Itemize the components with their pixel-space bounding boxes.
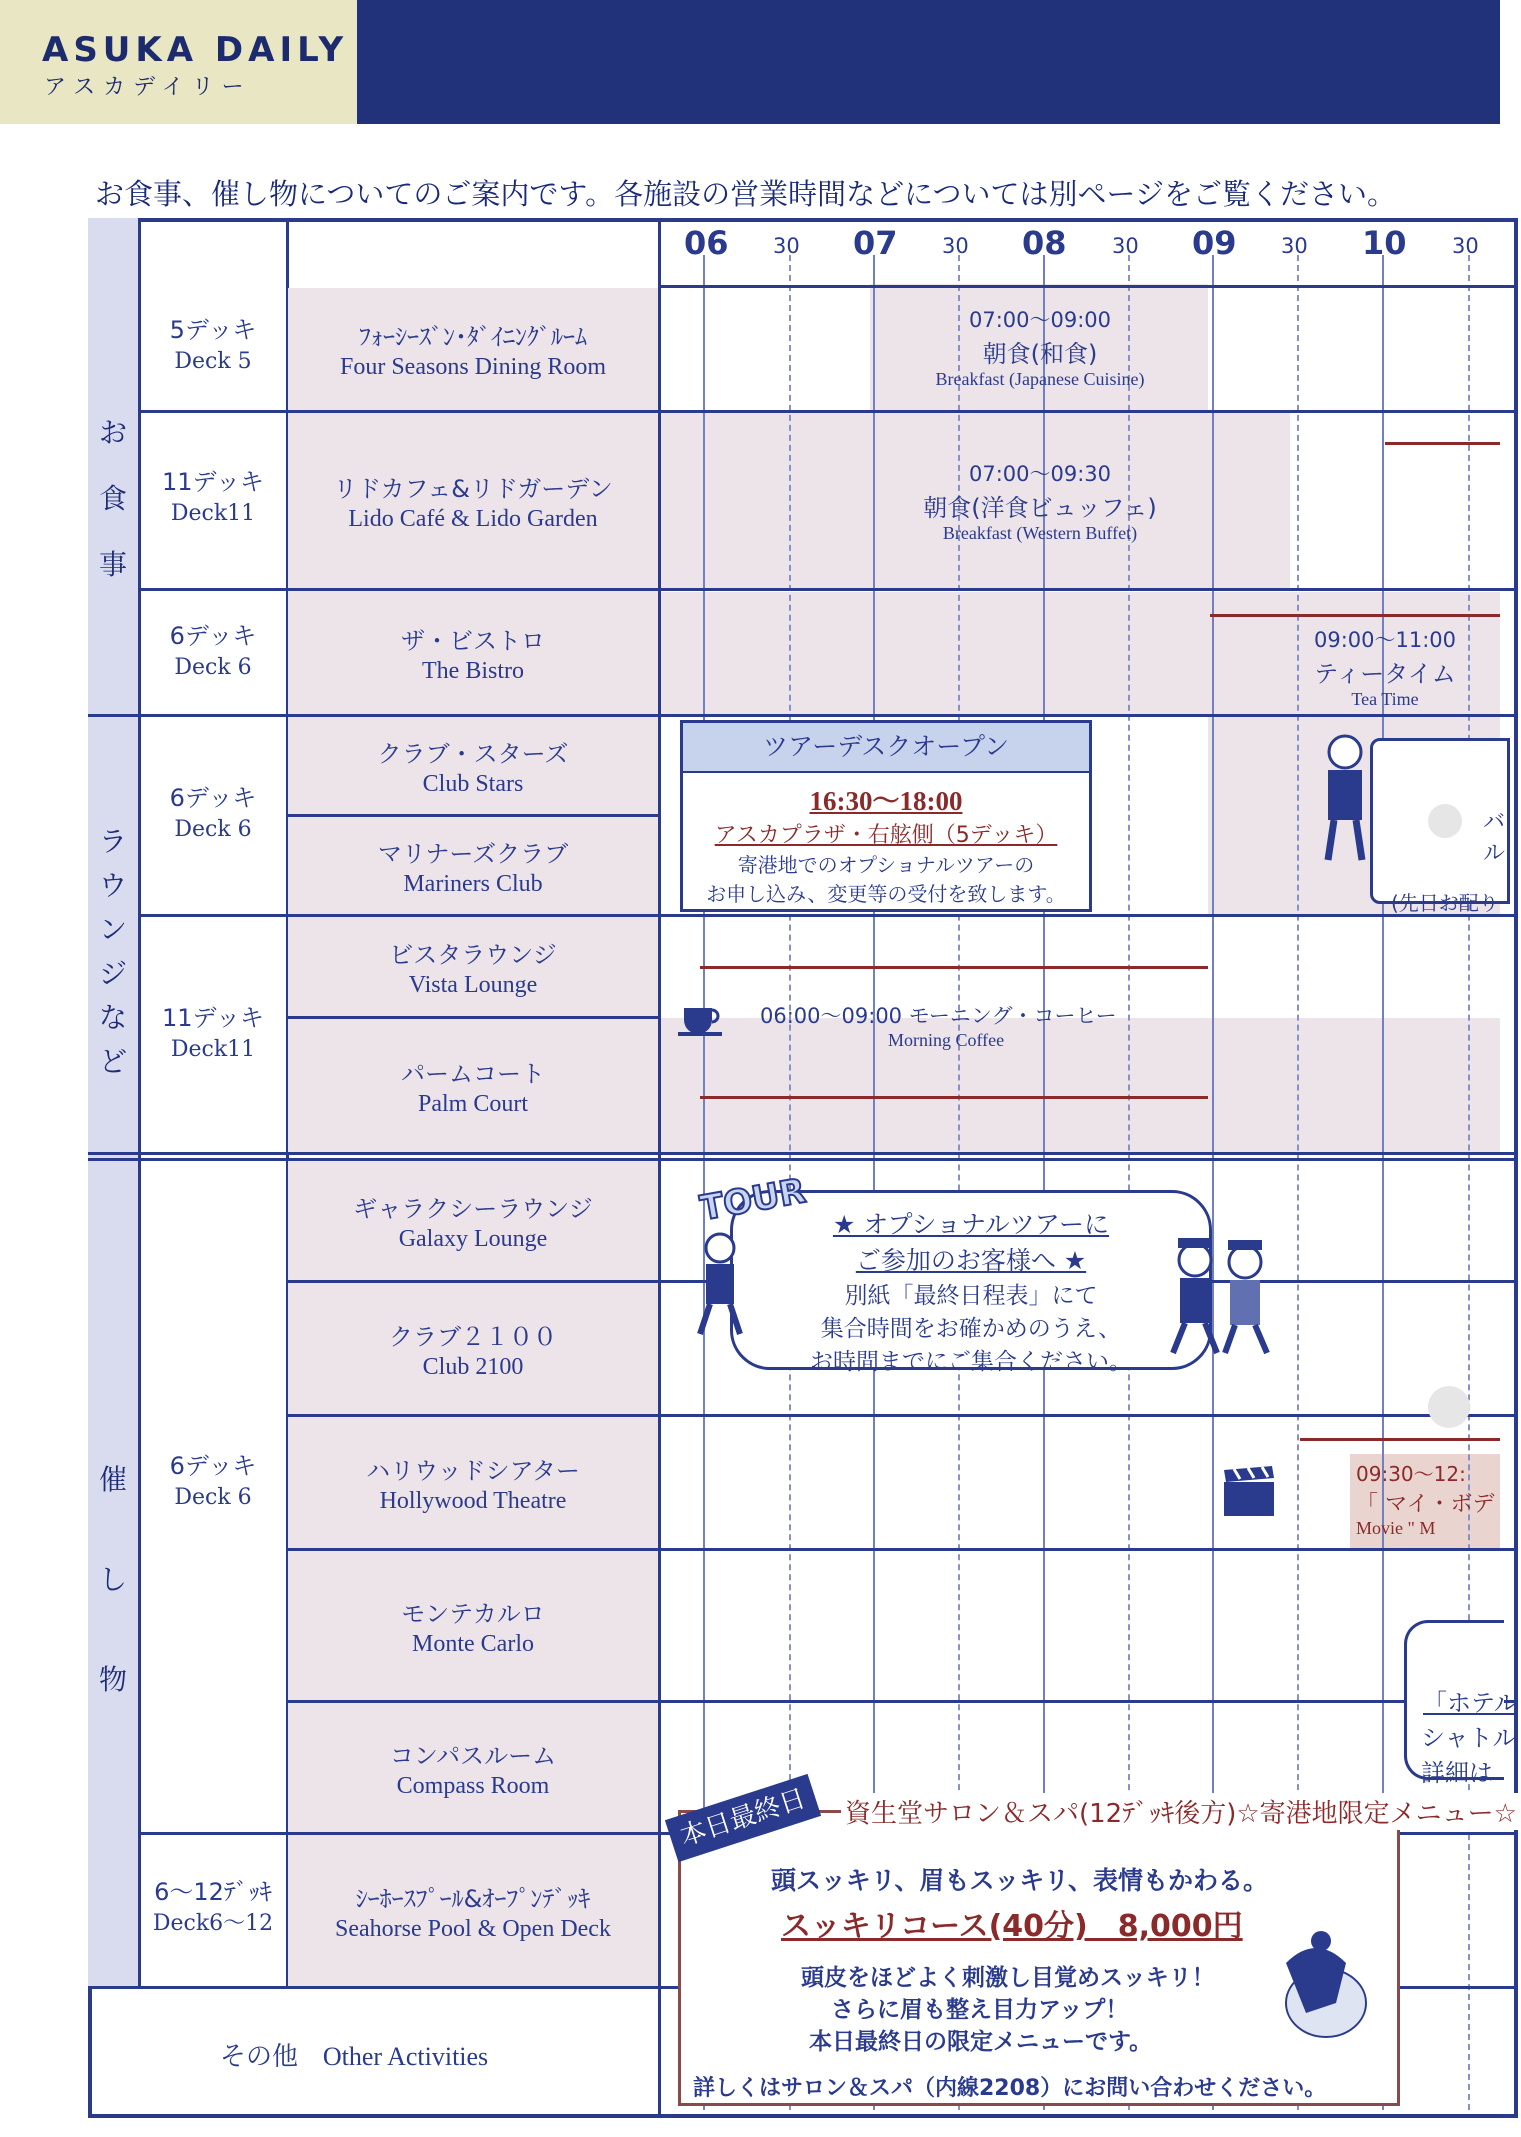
brand-subtitle: アスカデイリー bbox=[44, 75, 252, 100]
clapperboard-icon bbox=[1220, 1464, 1278, 1518]
venue-lido: リドカフェ&リドガーデン Lido Café & Lido Garden bbox=[288, 413, 658, 588]
hour-06: 06 bbox=[684, 224, 729, 262]
hour-10: 10 bbox=[1362, 224, 1407, 262]
deck-11-dining: 11デッキ Deck11 bbox=[161, 468, 265, 526]
spa-desc-1: 頭皮をほどよく刺激し目覚めスッキリ！ bbox=[801, 1965, 1215, 1991]
tour-travelers-figure-icon bbox=[1150, 1230, 1290, 1360]
venue-seahorse: ｼｰﾎｰｽﾌﾟｰﾙ&ｵｰﾌﾟﾝﾃﾞｯｷ Seahorse Pool & Open Deck bbox=[288, 1835, 658, 1986]
partial-prev: (先日お配り bbox=[1391, 891, 1499, 915]
optional-line3: 別紙「最終日程表」にて bbox=[844, 1283, 1098, 1309]
optional-line5: お時間までにご集合ください。 bbox=[810, 1349, 1132, 1375]
deck-6-events: 6デッキ Deck 6 bbox=[169, 1452, 257, 1510]
category-events: 催 し 物 bbox=[98, 1463, 127, 1696]
venue-galaxy: ギャラクシーラウンジ Galaxy Lounge bbox=[288, 1161, 658, 1280]
hour-09: 09 bbox=[1192, 224, 1237, 262]
deck-5: 5デッキ Deck 5 bbox=[169, 316, 257, 374]
other-activities: その他 Other Activities bbox=[220, 2042, 489, 2072]
arrow-bistro bbox=[1210, 614, 1500, 617]
tour-logo: TOUR bbox=[697, 1171, 809, 1229]
intro-text: お食事、催し物についてのご案内です。各施設の営業時間などについては別ページをご覧ください。 bbox=[95, 177, 1396, 211]
header-bar bbox=[357, 0, 1500, 124]
deck-6-12: 6～12ﾃﾞｯｷ Deck6～12 bbox=[152, 1878, 274, 1936]
horse-rider-figure-icon bbox=[1266, 1923, 1376, 2043]
optional-line4: 集合時間をお確かめのうえ、 bbox=[820, 1316, 1122, 1342]
venue-monte-carlo: モンテカルロ Monte Carlo bbox=[288, 1551, 658, 1700]
row-line-7 bbox=[88, 1152, 1518, 1155]
tour-desk-line1: 寄港地でのオプショナルツアーの bbox=[737, 853, 1035, 877]
tour-desk-time: 16:30～18:00 bbox=[809, 786, 963, 816]
event-movie: 09:30～12: 「 マイ・ボデ Movie " M bbox=[1356, 1462, 1495, 1538]
coffee-label-en: Morning Coffee bbox=[888, 1030, 1005, 1050]
tour-desk-place: アスカプラザ・右舷側（5デッキ） bbox=[714, 823, 1058, 848]
venue-compass: コンパスルーム Compass Room bbox=[288, 1703, 658, 1832]
half-1030: 30 bbox=[1452, 234, 1479, 258]
venue-hollywood: ハリウッドシアター Hollywood Theatre bbox=[288, 1417, 658, 1548]
half-0730: 30 bbox=[942, 234, 969, 258]
optional-tour-notice bbox=[730, 1190, 1212, 1375]
spa-badge: 本日最終日 bbox=[665, 1774, 821, 1862]
hour-08: 08 bbox=[1022, 224, 1067, 262]
brand-title: ASUKA DAILY bbox=[42, 30, 349, 70]
venue-club-2100: クラブ２１００ Club 2100 bbox=[288, 1283, 658, 1414]
coffee-label: 06:00～09:00 モーニング・コーヒー bbox=[760, 1004, 1117, 1028]
time-header-line bbox=[658, 285, 1518, 288]
arrow-lido bbox=[1385, 442, 1500, 445]
venue-club-stars: クラブ・スターズ Club Stars bbox=[288, 717, 658, 814]
spa-desc-2: さらに眉も整え目力アップ！ bbox=[831, 1997, 1129, 2023]
spa-desc-3: 本日最終日の限定メニューです。 bbox=[809, 2029, 1153, 2055]
category-lounge: ラ ウ ン ジ な ど bbox=[98, 825, 127, 1078]
punch-hole bbox=[1428, 1386, 1470, 1428]
tour-desk-title: ツアーデスクオープン bbox=[683, 723, 1089, 773]
arrow-coffee-vista bbox=[700, 966, 1208, 969]
deck-6-lounge: 6デッキ Deck 6 bbox=[169, 784, 257, 842]
hour-07: 07 bbox=[853, 224, 898, 262]
venue-mariners: マリナーズクラブ Mariners Club bbox=[288, 817, 658, 914]
coffee-cup-icon bbox=[676, 1000, 726, 1034]
deck-6-bistro: 6デッキ Deck 6 bbox=[169, 622, 257, 680]
venue-bistro: ザ・ビストロ The Bistro bbox=[288, 591, 658, 714]
partial-detail: 詳細は bbox=[1421, 1759, 1493, 1787]
spa-title: 資生堂サロン＆スパ(12ﾃﾞｯｷ後方)☆寄港地限定メニュー☆ bbox=[841, 1793, 1521, 1830]
venue-palm-court: パームコート Palm Court bbox=[288, 1019, 658, 1152]
spa-notice bbox=[678, 1799, 1517, 2106]
deck-11-lounge: 11デッキ Deck11 bbox=[161, 1004, 265, 1062]
optional-line1: ★ オプショナルツアーに bbox=[832, 1210, 1110, 1239]
half-0830: 30 bbox=[1112, 234, 1139, 258]
spa-course: スッキリコース(40分) 8,000円 bbox=[781, 1909, 1243, 1944]
event-tea-time: 09:00～11:00 ティータイム Tea Time bbox=[1313, 628, 1457, 709]
partial-hotel: 「ホテル bbox=[1423, 1689, 1518, 1717]
spa-lead: 頭スッキリ、眉もスッキリ、表情もかわる。 bbox=[771, 1866, 1269, 1895]
punch-hole bbox=[1428, 804, 1462, 838]
tour-desk-line2: お申し込み、変更等の受付を致します。 bbox=[706, 882, 1066, 906]
tour-guide-figure-icon bbox=[690, 1230, 750, 1340]
venue-vista: ビスタラウンジ Vista Lounge bbox=[288, 917, 658, 1016]
partial-shuttle: シャトル bbox=[1421, 1724, 1517, 1752]
optional-line2: ご参加のお客様へ ★ bbox=[855, 1246, 1087, 1275]
category-dining: お 食 事 bbox=[98, 416, 127, 581]
partial-bal: バル bbox=[1483, 810, 1506, 866]
event-breakfast-japanese: 07:00～09:00 朝食(和食) Breakfast (Japanese Cuisine) bbox=[935, 308, 1145, 389]
tour-desk-box bbox=[680, 720, 1092, 912]
half-0930: 30 bbox=[1281, 234, 1308, 258]
spa-contact: 詳しくはサロン＆スパ（内線2208）にお問い合わせください。 bbox=[693, 2076, 1327, 2101]
arrow-movie bbox=[1300, 1438, 1500, 1441]
arrow-coffee-palm bbox=[700, 1096, 1208, 1099]
half-0630: 30 bbox=[773, 234, 800, 258]
venue-four-seasons: ﾌｫｰｼｰｽﾞﾝ･ﾀﾞｲﾆﾝｸﾞﾙｰﾑ Four Seasons Dining Room bbox=[288, 288, 658, 410]
partial-shuttle-box bbox=[1404, 1620, 1518, 1787]
event-breakfast-western: 07:00～09:30 朝食(洋食ビュッフェ) Breakfast (Western Buffet) bbox=[923, 462, 1157, 543]
